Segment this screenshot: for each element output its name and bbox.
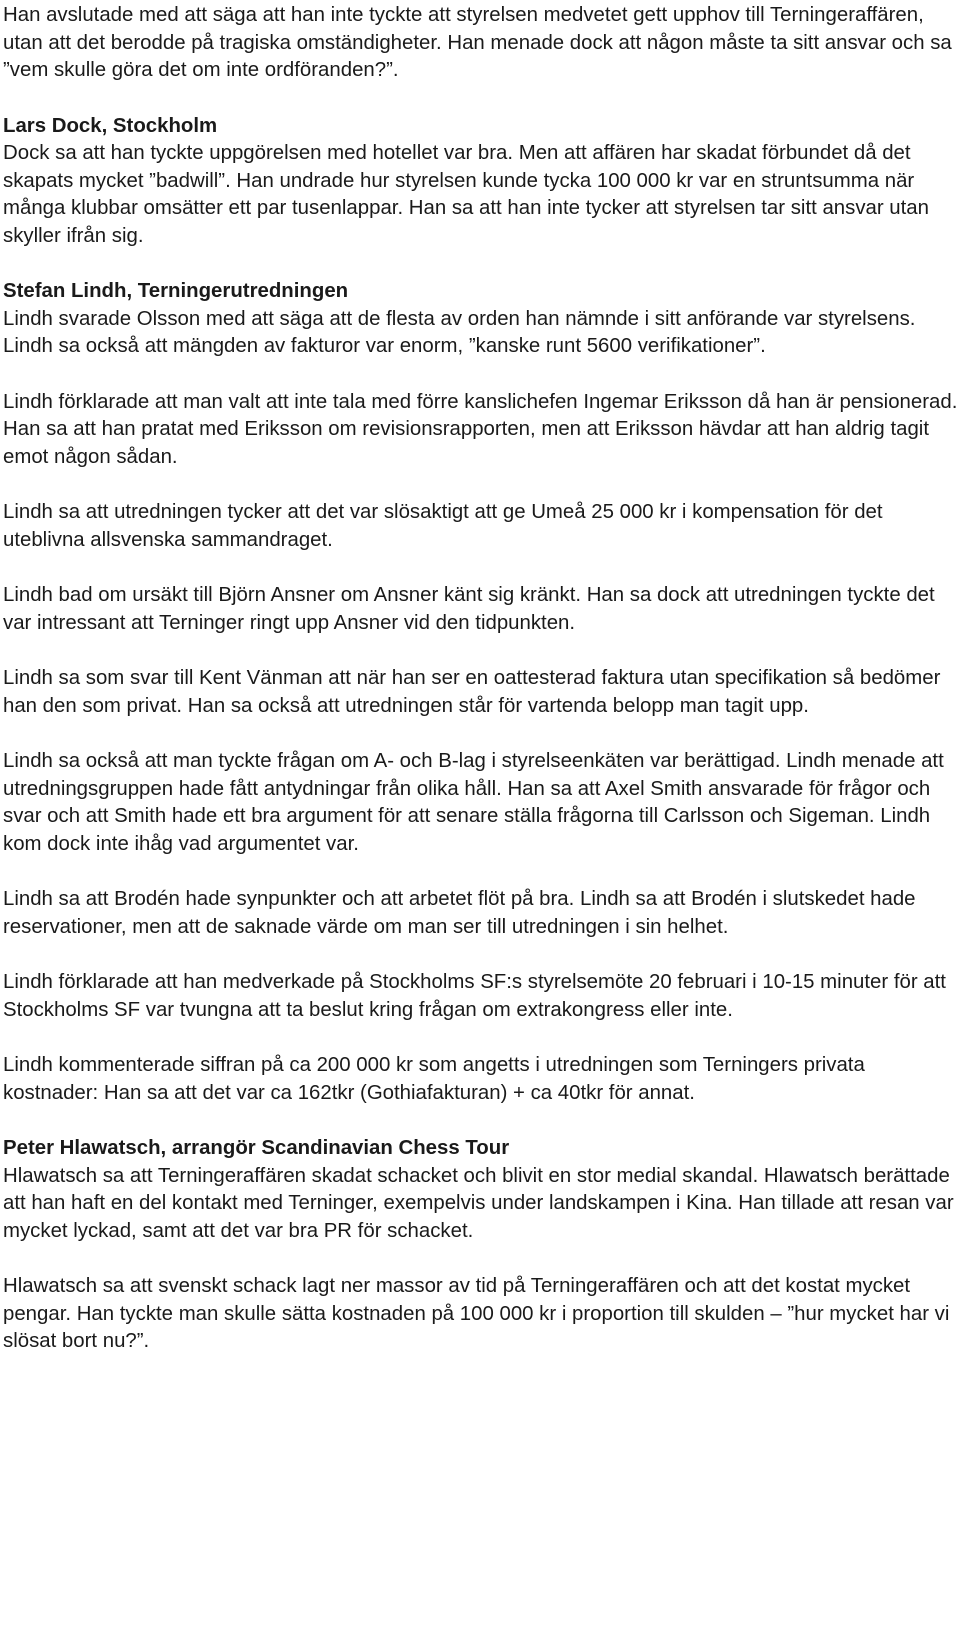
paragraph-text: Lindh sa att Brodén hade synpunkter och att arbetet flöt på bra. Lindh sa att Brodén i slutskedet hade reservationer, men att de saknade värde om man ser till utredningen i sin helhet. [3,888,916,938]
paragraph-text: Dock sa att han tyckte uppgörelsen med hotellet var bra. Men att affären har skadat förbundet då det skapats mycket ”badwill”. Han undrade hur styrelsen kunde tycka 100 000 kr var en struntsumma när många klubbar omsätter ett par tusenlappar. Han sa att han inte tycker att styrelsen tar sitt ansvar utan skyller ifrån sig. [3,142,929,247]
paragraph-lindh-umea [3,499,960,554]
paragraph-text: Lindh sa som svar till Kent Vänman att när han ser en oattesterad faktura utan specifikation så bedömer han den som privat. Han sa också att utredningen står för vartenda belopp man tagit upp. [3,667,941,717]
paragraph-lindh-enkat [3,748,960,858]
paragraph-hlawatsch-kostnad [3,1273,960,1356]
paragraph-text: Lindh sa att utredningen tycker att det var slösaktigt att ge Umeå 25 000 kr i kompensation för det uteblivna allsvenska sammandraget. [3,501,883,551]
speaker-heading: Lars Dock, Stockholm [3,114,218,137]
paragraph-lindh-stockholms-sf [3,969,960,1024]
paragraph-lindh-vanman [3,665,960,720]
paragraph-closing-remarks [3,2,960,85]
speaker-section-lars-dock [3,113,960,251]
paragraph-lindh-broden [3,886,960,941]
paragraph-text: Lindh bad om ursäkt till Björn Ansner om Ansner känt sig kränkt. Han sa dock att utredningen tyckte det var intressant att Terninger ringt upp Ansner vid den tidpunkten. [3,584,935,634]
speaker-heading: Peter Hlawatsch, arrangör Scandinavian Chess Tour [3,1137,510,1159]
paragraph-text: Lindh kommenterade siffran på ca 200 000 kr som angetts i utredningen som Terningers privata kostnader: Han sa att det var ca 162tkr (Gothiafakturan) + ca 40tkr för annat. [3,1054,865,1104]
paragraph-text: Hlawatsch sa att svenskt schack lagt ner massor av tid på Terningeraffären och att det kostat mycket pengar. Han tyckte man skulle sätta kostnaden på 100 000 kr i proportion till skulden – ”hur mycket har vi slösat bort nu?”. [3,1275,950,1352]
paragraph-text: Lindh förklarade att man valt att inte tala med förre kanslichefen Ingemar Eriksson då han är pensionerad. Han sa att han pratat med Eriksson om revisionsrapporten, men att Eriksson hävdar att han aldrig tagit emot någon sådan. [3,390,958,468]
speaker-section-stefan-lindh [3,278,960,361]
speaker-heading: Stefan Lindh, Terningerutredningen [3,280,349,302]
paragraph-text: Lindh förklarade att han medverkade på Stockholms SF:s styrelsemöte 20 februari i 10-15 minuter för att Stockholms SF var tvungna att ta beslut kring frågan om extrakongress eller inte. [3,971,946,1021]
speaker-section-peter-hlawatsch [3,1135,960,1245]
paragraph-lindh-ansner [3,582,960,637]
paragraph-text: Hlawatsch sa att Terningeraffären skadat schacket och blivit en stor medial skandal. Hlawatsch berättade att han haft en del kontakt med Terninger, exempelvis under landskampen i Kina. Han tillade att resan var mycket lyckad, samt att det var bra PR för schacket. [3,1164,954,1242]
paragraph-lindh-eriksson [3,389,960,472]
paragraph-text: Lindh sa också att man tyckte frågan om A- och B-lag i styrelseenkäten var berättigad. Lindh menade att utredningsgruppen hade fått antydningar från olika håll. Han sa att Axel Smith ansvarade för frågor och svar och att Smith hade ett bra argument för att senare ställa frågorna till Carlsson och Sigeman. Lindh kom dock inte ihåg vad argumentet var. [3,750,944,855]
paragraph-lindh-kostnader [3,1052,960,1107]
paragraph-text: Lindh svarade Olsson med att säga att de flesta av orden han nämnde i sitt anförande var styrelsens. Lindh sa också att mängden av fakturor var enorm, ”kanske runt 5600 verifikationer”. [3,307,916,357]
paragraph-text: Han avslutade med att säga att han inte tyckte att styrelsen medvetet gett upphov till Terningeraffären, utan att det berodde på tragiska omständigheter. Han menade dock att någon måste ta sitt ansvar och sa ”vem skulle göra det om inte ordföranden?”. [3,4,952,81]
